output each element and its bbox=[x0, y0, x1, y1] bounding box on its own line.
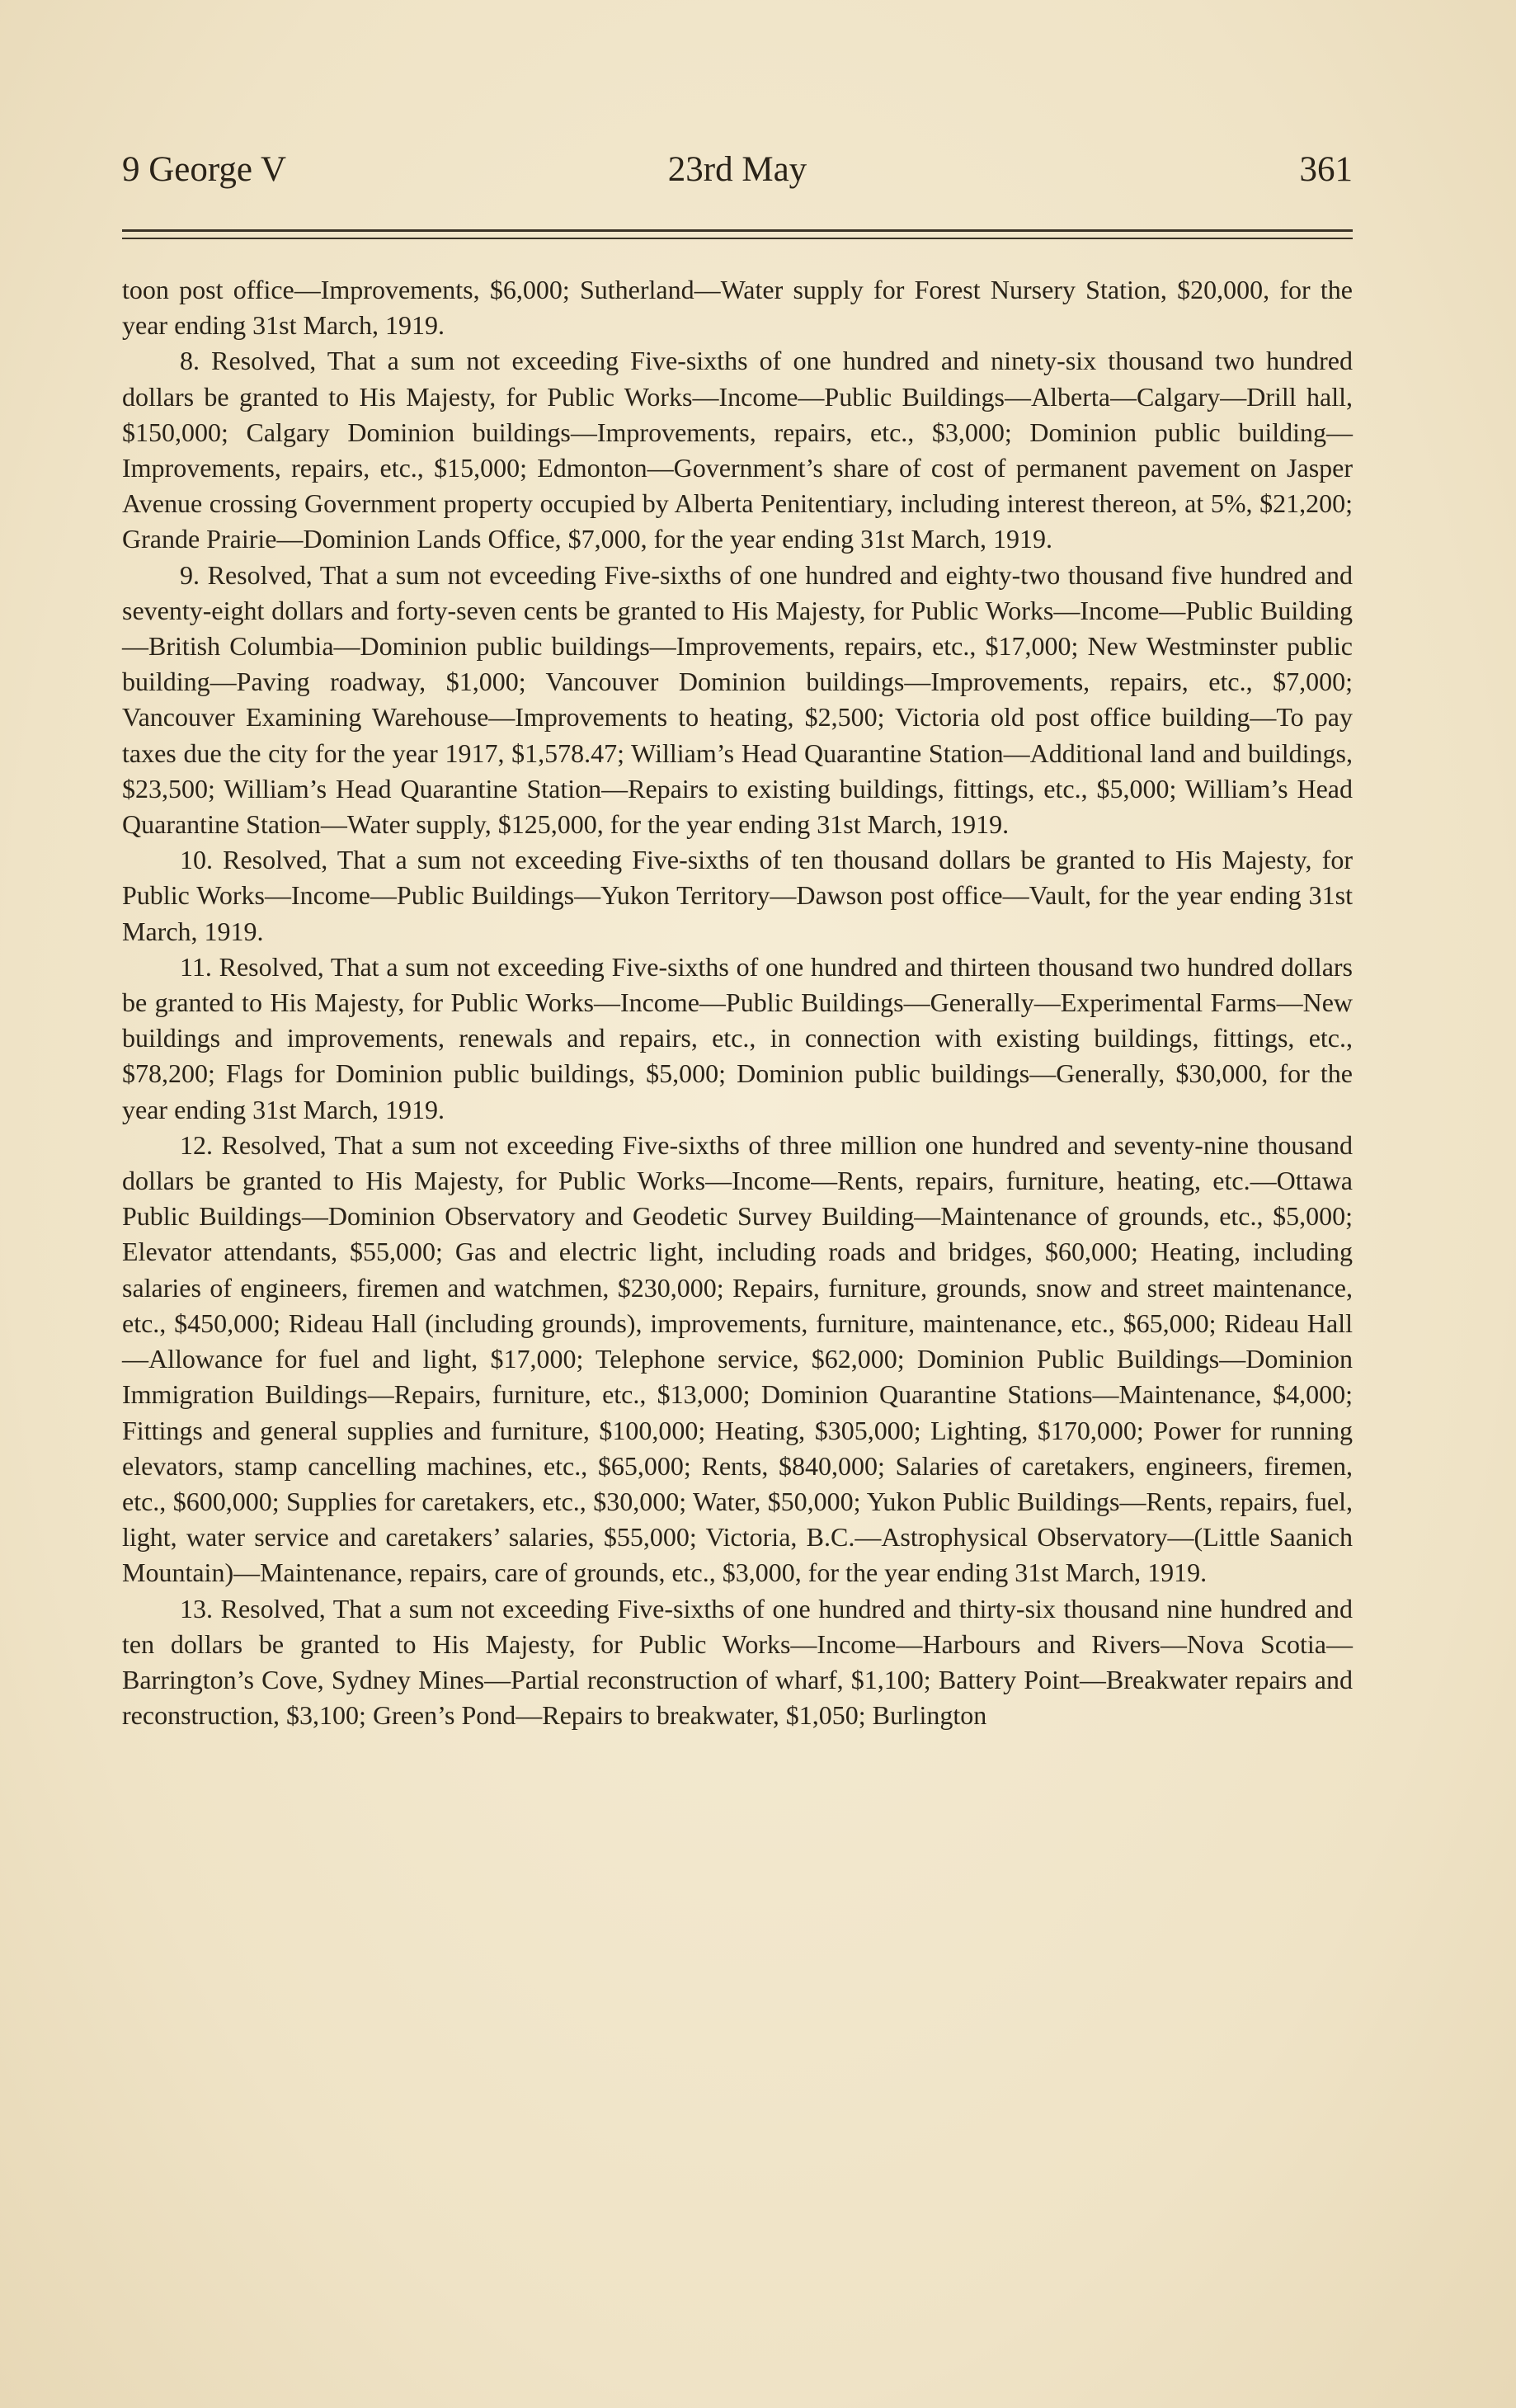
paragraph-resolution-12: 12. Resolved, That a sum not exceeding Five-sixths of three million one hundred and seventy-nine thousand dollars be granted to His Majesty, for Public Works—Income—Rents, repairs, furniture, heating, etc.—Ottawa Public Buildings—Dominion Observatory and Geodetic Survey Building—Maintenance of grounds, etc., $5,000; Elevator attendants, $55,000; Gas and electric light, including roads and bridges, $60,000; Heating, including salaries of engineers, firemen and watchmen, $230,000; Repairs, furniture, grounds, snow and street maintenance, etc., $450,000; Rideau Hall (including grounds), improvements, furniture, maintenance, etc., $65,000; Rideau Hall—Allowance for fuel and light, $17,000; Telephone service, $62,000; Dominion Public Buildings—Dominion Immigration Buildings—Repairs, furniture, etc., $13,000; Dominion Quarantine Stations—Maintenance, $4,000; Fittings and general supplies and furniture, $100,000; Heating, $305,000; Lighting, $170,000; Power for running elevators, stamp cancelling machines, etc., $65,000; Rents, $840,000; Salaries of caretakers, engineers, firemen, etc., $600,000; Supplies for caretakers, etc., $30,000; Water, $50,000; Yukon Public Buildings—Rents, repairs, fuel, light, water service and caretakers’ salaries, $55,000; Victoria, B.C.—Astrophysical Observatory—(Little Saanich Mountain)—Maintenance, repairs, care of grounds, etc., $3,000, for the year ending 31st March, 1919. bbox=[122, 1129, 1353, 1588]
page-number: 361 bbox=[1299, 150, 1353, 189]
paragraph-resolution-11: 11. Resolved, That a sum not exceeding Five-sixths of one hundred and thirteen thousand two hundred dollars be granted to His Majesty, for Public Works—Income—Public Buildings—Generally—Experimental Farms—New buildings and improvements, renewals and repairs, etc., in connection with existing buildings, fittings, etc., $78,200; Flags for Dominion public buildings, $5,000; Dominion public buildings—Generally, $30,000, for the year ending 31st March, 1919. bbox=[122, 951, 1353, 1124]
paragraph-resolution-10: 10. Resolved, That a sum not exceeding Five-sixths of ten thousand dollars be granted to His Majesty, for Public Works—Income—Public Buildings—Yukon Territory—Dawson post office—Vault, for the year ending 31st March, 1919. bbox=[122, 845, 1353, 946]
body-text bbox=[122, 272, 1353, 1733]
header-date: 23rd May bbox=[667, 150, 807, 189]
paragraph-resolution-9: 9. Resolved, That a sum not evceeding Five-sixths of one hundred and eighty-two thousand five hundred and seventy-eight dollars and forty-seven cents be granted to His Majesty, for Public Works—Income—Public Building—British Columbia—Dominion public buildings—Improvements, repairs, etc., $17,000; New Westminster public building—Paving roadway, $1,000; Vancouver Dominion buildings—Improvements, repairs, etc., $7,000; Vancouver Examining Warehouse—Improvements to heating, $2,500; Victoria old post office building—To pay taxes due the city for the year 1917, $1,578.47; William’s Head Quarantine Station—Additional land and buildings, $23,500; William’s Head Quarantine Station—Repairs to existing buildings, fittings, etc., $5,000; William’s Head Quarantine Station—Water supply, $125,000, for the year ending 31st March, 1919. bbox=[122, 559, 1353, 840]
header-regnal-year: 9 George V bbox=[122, 150, 287, 189]
running-header bbox=[122, 145, 1353, 195]
header-rule-top bbox=[122, 229, 1353, 232]
paragraph-resolution-8: 8. Resolved, That a sum not exceeding Five-sixths of one hundred and ninety-six thousand two hundred dollars be granted to His Majesty, for Public Works—Income—Public Buildings—Alberta—Calgary—Drill hall, $150,000; Calgary Dominion buildings—Improvements, repairs, etc., $3,000; Dominion public building—Improvements, repairs, etc., $15,000; Edmonton—Government’s share of cost of permanent pavement on Jasper Avenue crossing Government property occupied by Alberta Penitentiary, including interest thereon, at 5%, $21,200; Grande Prairie—Dominion Lands Office, $7,000, for the year ending 31st March, 1919. bbox=[122, 346, 1353, 554]
header-rule-bottom bbox=[122, 238, 1353, 239]
paragraph-resolution-13: 13. Resolved, That a sum not exceeding Five-sixths of one hundred and thirty-six thousand nine hundred and ten dollars be granted to His Majesty, for Public Works—Income—Harbours and Rivers—Nova Scotia—Barrington’s Cove, Sydney Mines—Partial reconstruction of wharf, $1,100; Battery Point—Breakwater repairs and reconstruction, $3,100; Green’s Pond—Repairs to breakwater, $1,050; Burlington bbox=[122, 1593, 1353, 1731]
paragraph-continuation: toon post office—Improvements, $6,000; Sutherland—Water supply for Forest Nursery Station, $20,000, for the year ending 31st March, 1919. bbox=[122, 275, 1353, 341]
